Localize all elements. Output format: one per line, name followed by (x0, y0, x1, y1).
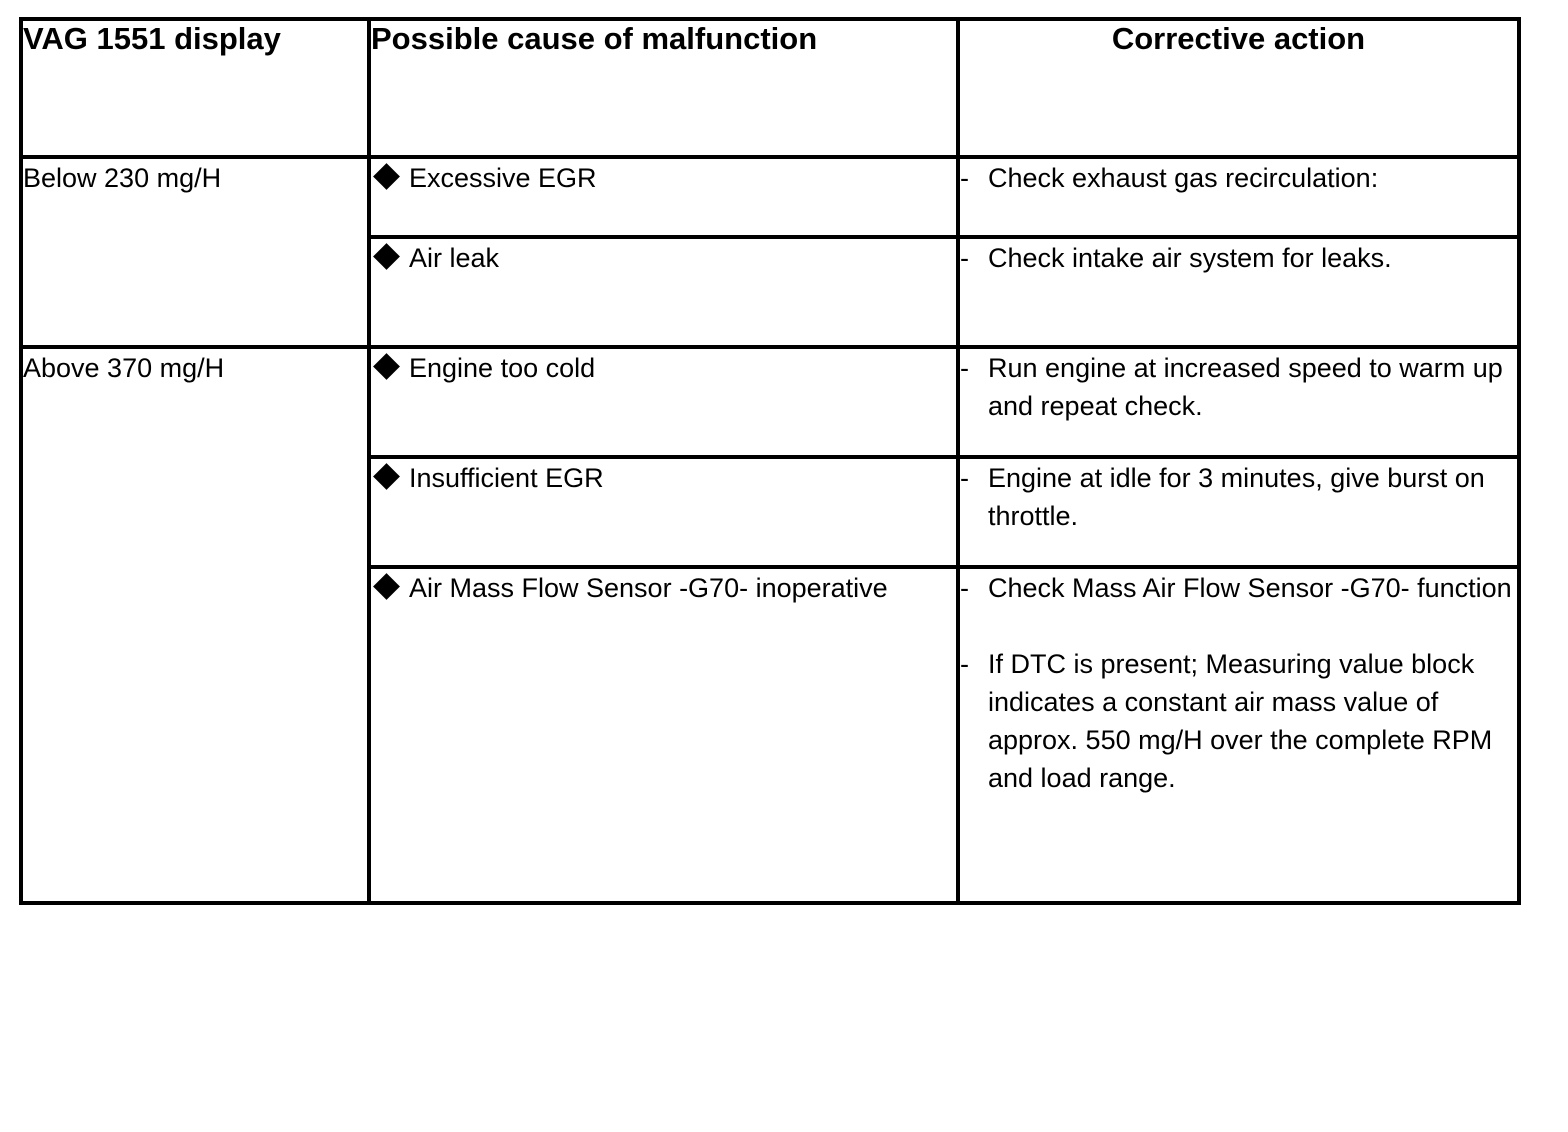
action-text: If DTC is present; Measuring value block indicates a constant air mass value of approx. 550 mg/H over the complete RPM and load range. (988, 649, 1493, 793)
cause-cell (369, 347, 958, 457)
action-text: Check intake air system for leaks. (988, 243, 1392, 273)
action-cell (958, 457, 1519, 567)
table-row (21, 157, 1519, 237)
diamond-bullet-icon (373, 573, 400, 600)
cause-cell (369, 567, 958, 903)
action-text: Engine at idle for 3 minutes, give burst on throttle. (988, 463, 1485, 531)
cause-text: Engine too cold (409, 353, 596, 383)
header-action: Corrective action (958, 19, 1519, 157)
cause-cell (369, 237, 958, 347)
action-item (960, 569, 1517, 607)
display-value-cell: Below 230 mg/H (21, 157, 369, 347)
dash-marker: - (960, 353, 969, 383)
dash-marker: - (960, 463, 969, 493)
cause-text: Air Mass Flow Sensor -G70- inoperative (409, 573, 888, 603)
dash-marker: - (960, 649, 969, 679)
action-cell (958, 237, 1519, 347)
header-cause: Possible cause of malfunction (369, 19, 958, 157)
action-item (960, 159, 1517, 197)
cause-cell (369, 457, 958, 567)
action-item (960, 459, 1517, 535)
action-text: Check exhaust gas recirculation: (988, 163, 1379, 193)
action-text: Run engine at increased speed to warm up and repeat check. (988, 353, 1503, 421)
dash-marker: - (960, 573, 969, 603)
dash-marker: - (960, 163, 969, 193)
action-item (960, 645, 1517, 797)
action-item (960, 349, 1517, 425)
action-text: Check Mass Air Flow Sensor -G70- function (988, 573, 1512, 603)
action-cell (958, 567, 1519, 903)
diamond-bullet-icon (373, 353, 400, 380)
cause-text: Excessive EGR (409, 163, 597, 193)
diamond-bullet-icon (373, 163, 400, 190)
display-value-cell: Above 370 mg/H (21, 347, 369, 903)
cause-cell (369, 157, 958, 237)
dash-marker: - (960, 243, 969, 273)
header-display: VAG 1551 display (21, 19, 369, 157)
diamond-bullet-icon (373, 463, 400, 490)
action-cell (958, 157, 1519, 237)
action-item (960, 239, 1517, 277)
action-cell (958, 347, 1519, 457)
table-row (21, 347, 1519, 457)
diagnosis-table (19, 17, 1521, 905)
header-row (21, 19, 1519, 157)
cause-text: Air leak (409, 243, 500, 273)
cause-text: Insufficient EGR (409, 463, 604, 493)
diamond-bullet-icon (373, 243, 400, 270)
